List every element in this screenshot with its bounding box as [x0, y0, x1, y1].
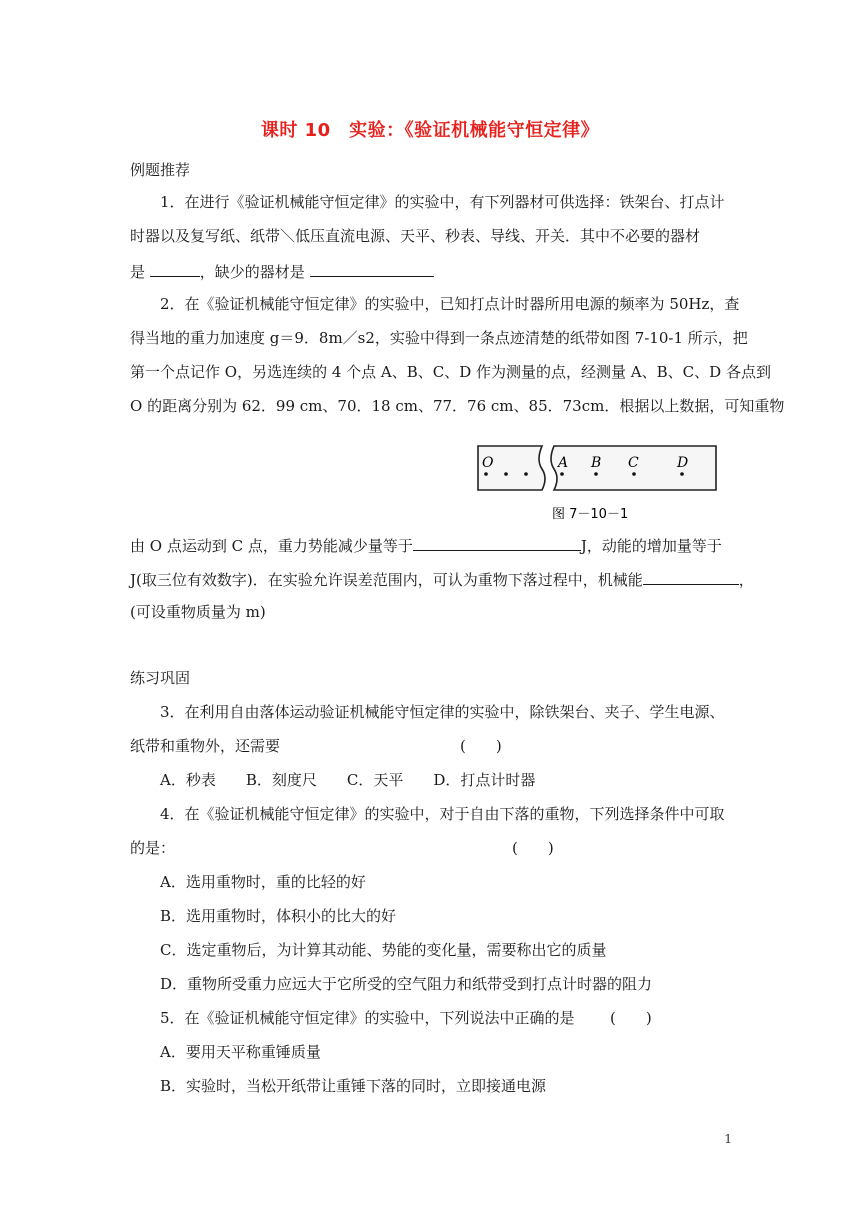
q1-line2: 时器以及复写纸、纸带＼低压直流电源、天平、秒表、导线、开关．其中不必要的器材	[130, 227, 701, 245]
q1-line1: 1．在进行《验证机械能守恒定律》的实验中，有下列器材可供选择：铁架台、打点计	[160, 193, 725, 211]
tape-dot-a	[560, 472, 564, 476]
q5-option-b: B．实验时，当松开纸带让重锤下落的同时，立即接通电源	[160, 1077, 547, 1095]
q2-line4: O 的距离分别为 62．99 cm、70．18 cm、77．76 cm、85．73cm．根据以上数据，可知重物	[130, 397, 785, 415]
point-label-o: O	[482, 455, 494, 471]
point-label-a: A	[558, 455, 569, 471]
q5-answer-bracket: ( )	[610, 1009, 652, 1027]
q2-line3: 第一个点记作 O，另选连续的 4 个点 A、B、C、D 作为测量的点，经测量 A、B、C、D 各点到	[130, 363, 771, 381]
point-label-b: B	[591, 455, 602, 471]
q4-option-b: B．选用重物时，体积小的比大的好	[160, 907, 397, 925]
q1-line3	[130, 260, 434, 282]
answer-blank	[310, 260, 434, 277]
page-number: 1	[724, 1132, 732, 1146]
q4-line1: 4．在《验证机械能守恒定律》的实验中，对于自由下落的重物，下列选择条件中可取	[160, 805, 725, 823]
tape-dot	[504, 472, 508, 476]
q2-line5	[130, 534, 722, 556]
point-label-d: D	[677, 455, 689, 471]
answer-blank	[150, 260, 200, 277]
tape-dot	[524, 472, 528, 476]
q2-line6-prefix: J(取三位有效数字)．在实验允许误差范围内，可认为重物下落过程中，机械能	[130, 571, 643, 589]
q2-line1: 2．在《验证机械能守恒定律》的实验中，已知打点计时器所用电源的频率为 50Hz，查	[160, 295, 740, 313]
q3-answer-bracket: ( )	[460, 737, 502, 755]
answer-blank	[643, 568, 739, 585]
q5-option-a: A．要用天平称重锤质量	[160, 1043, 321, 1061]
paper-tape-diagram	[470, 440, 720, 526]
q2-line2: 得当地的重力加速度 g＝9．8m／s2，实验中得到一条点迹清楚的纸带如图 7-10-1 所示，把	[130, 329, 748, 347]
section-heading-practice: 练习巩固	[130, 669, 191, 687]
q2-line5-prefix: 由 O 点运动到 C 点，重力势能减少量等于	[130, 537, 413, 555]
q3-options: A．秒表 B．刻度尺 C．天平 D．打点计时器	[160, 771, 536, 789]
q2-line6	[130, 568, 754, 590]
q2-line7: (可设重物质量为 m)	[130, 603, 266, 621]
tape-dot-b	[594, 472, 598, 476]
q4-answer-bracket: ( )	[512, 839, 554, 857]
paper-tape-figure	[470, 440, 720, 526]
section-heading-examples: 例题推荐	[130, 161, 191, 179]
q3-line2: 纸带和重物外，还需要	[130, 737, 281, 755]
tape-dot-c	[632, 472, 636, 476]
tape-dot-d	[680, 472, 684, 476]
figure-caption: 图 7－10－1	[552, 507, 629, 522]
page-title: 课时 10 实验：《验证机械能守恒定律》	[260, 120, 600, 141]
q5-line1: 5．在《验证机械能守恒定律》的实验中，下列说法中正确的是	[160, 1009, 575, 1027]
answer-blank	[413, 534, 581, 551]
q4-option-a: A．选用重物时，重的比轻的好	[160, 873, 366, 891]
q1-line3-middle: ，缺少的器材是	[199, 263, 310, 281]
q2-line6-suffix: ，	[738, 571, 754, 589]
q4-option-c: C．选定重物后，为计算其动能、势能的变化量，需要称出它的质量	[160, 941, 607, 959]
tape-dot-o	[484, 472, 488, 476]
q4-line2: 的是：	[130, 839, 176, 857]
q1-line3-prefix: 是	[130, 263, 150, 281]
q2-line5-suffix: J，动能的增加量等于	[580, 537, 722, 555]
q3-line1: 3．在利用自由落体运动验证机械能守恒定律的实验中，除铁架台、夹子、学生电源、	[160, 703, 725, 721]
point-label-c: C	[628, 455, 639, 471]
q4-option-d: D．重物所受重力应远大于它所受的空气阻力和纸带受到打点计时器的阻力	[160, 975, 653, 993]
